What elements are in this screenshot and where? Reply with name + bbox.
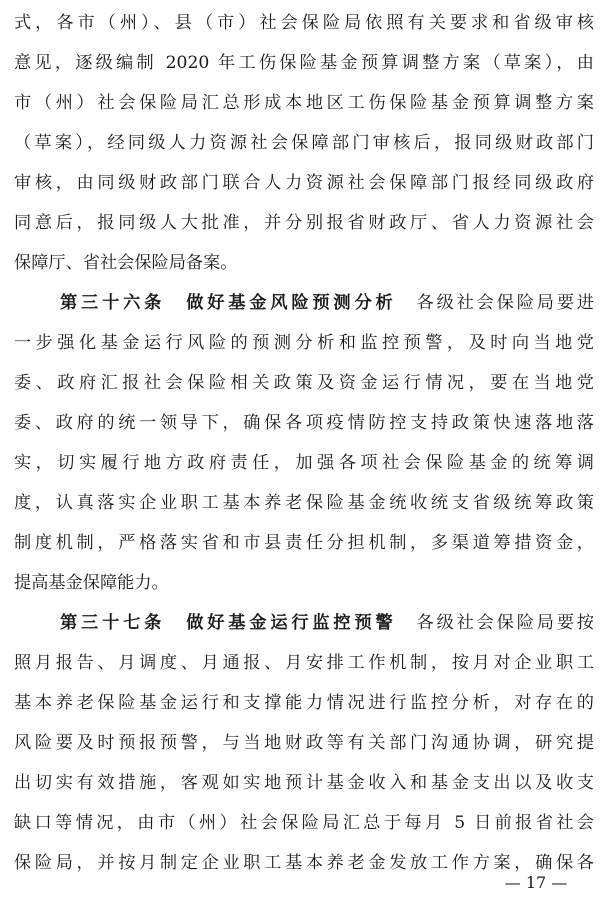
paragraph-1-line-5: 审核，由同级财政部门联合人力资源社会保障部门报经同级政府 xyxy=(14,173,594,193)
article-36-line-1: 一步强化基金运行风险的预测分析和监控预警，及时向当地党 xyxy=(14,333,594,353)
article-37-first-line xyxy=(60,610,594,636)
article-36-line-3: 委、政府的统一领导下，确保各项疫情防控支持政策快速落地落 xyxy=(14,413,594,433)
article-37-heading: 第三十七条 做好基金运行监控预警 xyxy=(60,613,397,633)
article-36-line-4: 实，切实履行地方政府责任，加强各项社会保险基金的统筹调 xyxy=(14,453,594,473)
article-36-heading: 第三十六条 做好基金风险预测分析 xyxy=(60,293,397,313)
article-37-first-line-text: 各级社会保险局要按 xyxy=(396,613,594,633)
paragraph-1-line-6: 同意后，报同级人大批准，并分别报省财政厅、省人力资源社会 xyxy=(14,213,594,233)
article-36-line-6: 制度机制，严格落实省和市县责任分担机制，多渠道筹措资金， xyxy=(14,533,594,553)
article-36-line-7: 提高基金保障能力。 xyxy=(14,573,169,593)
page-number: — 17 — xyxy=(504,873,568,892)
paragraph-1-line-4: （草案），经同级人力资源社会保障部门审核后，报同级财政部门 xyxy=(14,133,594,153)
article-37-line-1: 照月报告、月调度、月通报、月安排工作机制，按月对企业职工 xyxy=(14,653,594,673)
article-36-line-5: 度，认真落实企业职工基本养老保险基金统收统支省级统筹政策 xyxy=(14,493,594,513)
paragraph-1-line-7: 保障厅、省社会保险局备案。 xyxy=(14,253,238,273)
paragraph-1-line-1: 式，各市（州）、县（市）社会保险局依照有关要求和省级审核 xyxy=(14,13,594,33)
article-37-line-6: 保险局，并按月制定企业职工基本养老金发放工作方案，确保各 xyxy=(14,853,594,873)
article-36-first-line xyxy=(60,290,594,316)
paragraph-1-line-3: 市（州）社会保险局汇总形成本地区工伤保险基金预算调整方案 xyxy=(14,93,594,113)
article-37-line-4: 出切实有效措施，客观如实地预计基金收入和基金支出以及收支 xyxy=(14,773,594,793)
article-37-line-5: 缺口等情况，由市（州）社会保险局汇总于每月 5 日前报省社会 xyxy=(14,813,594,833)
article-36-first-line-text: 各级社会保险局要进 xyxy=(396,293,594,313)
paragraph-1-line-2: 意见，逐级编制 2020 年工伤保险基金预算调整方案（草案），由 xyxy=(14,53,594,73)
article-37-line-2: 基本养老保险基金运行和支撑能力情况进行监控分析，对存在的 xyxy=(14,693,594,713)
article-36-line-2: 委、政府汇报社会保险相关政策及资金运行情况，要在当地党 xyxy=(14,373,594,393)
article-37-line-3: 风险要及时预报预警，与当地财政等有关部门沟通协调，研究提 xyxy=(14,733,594,753)
